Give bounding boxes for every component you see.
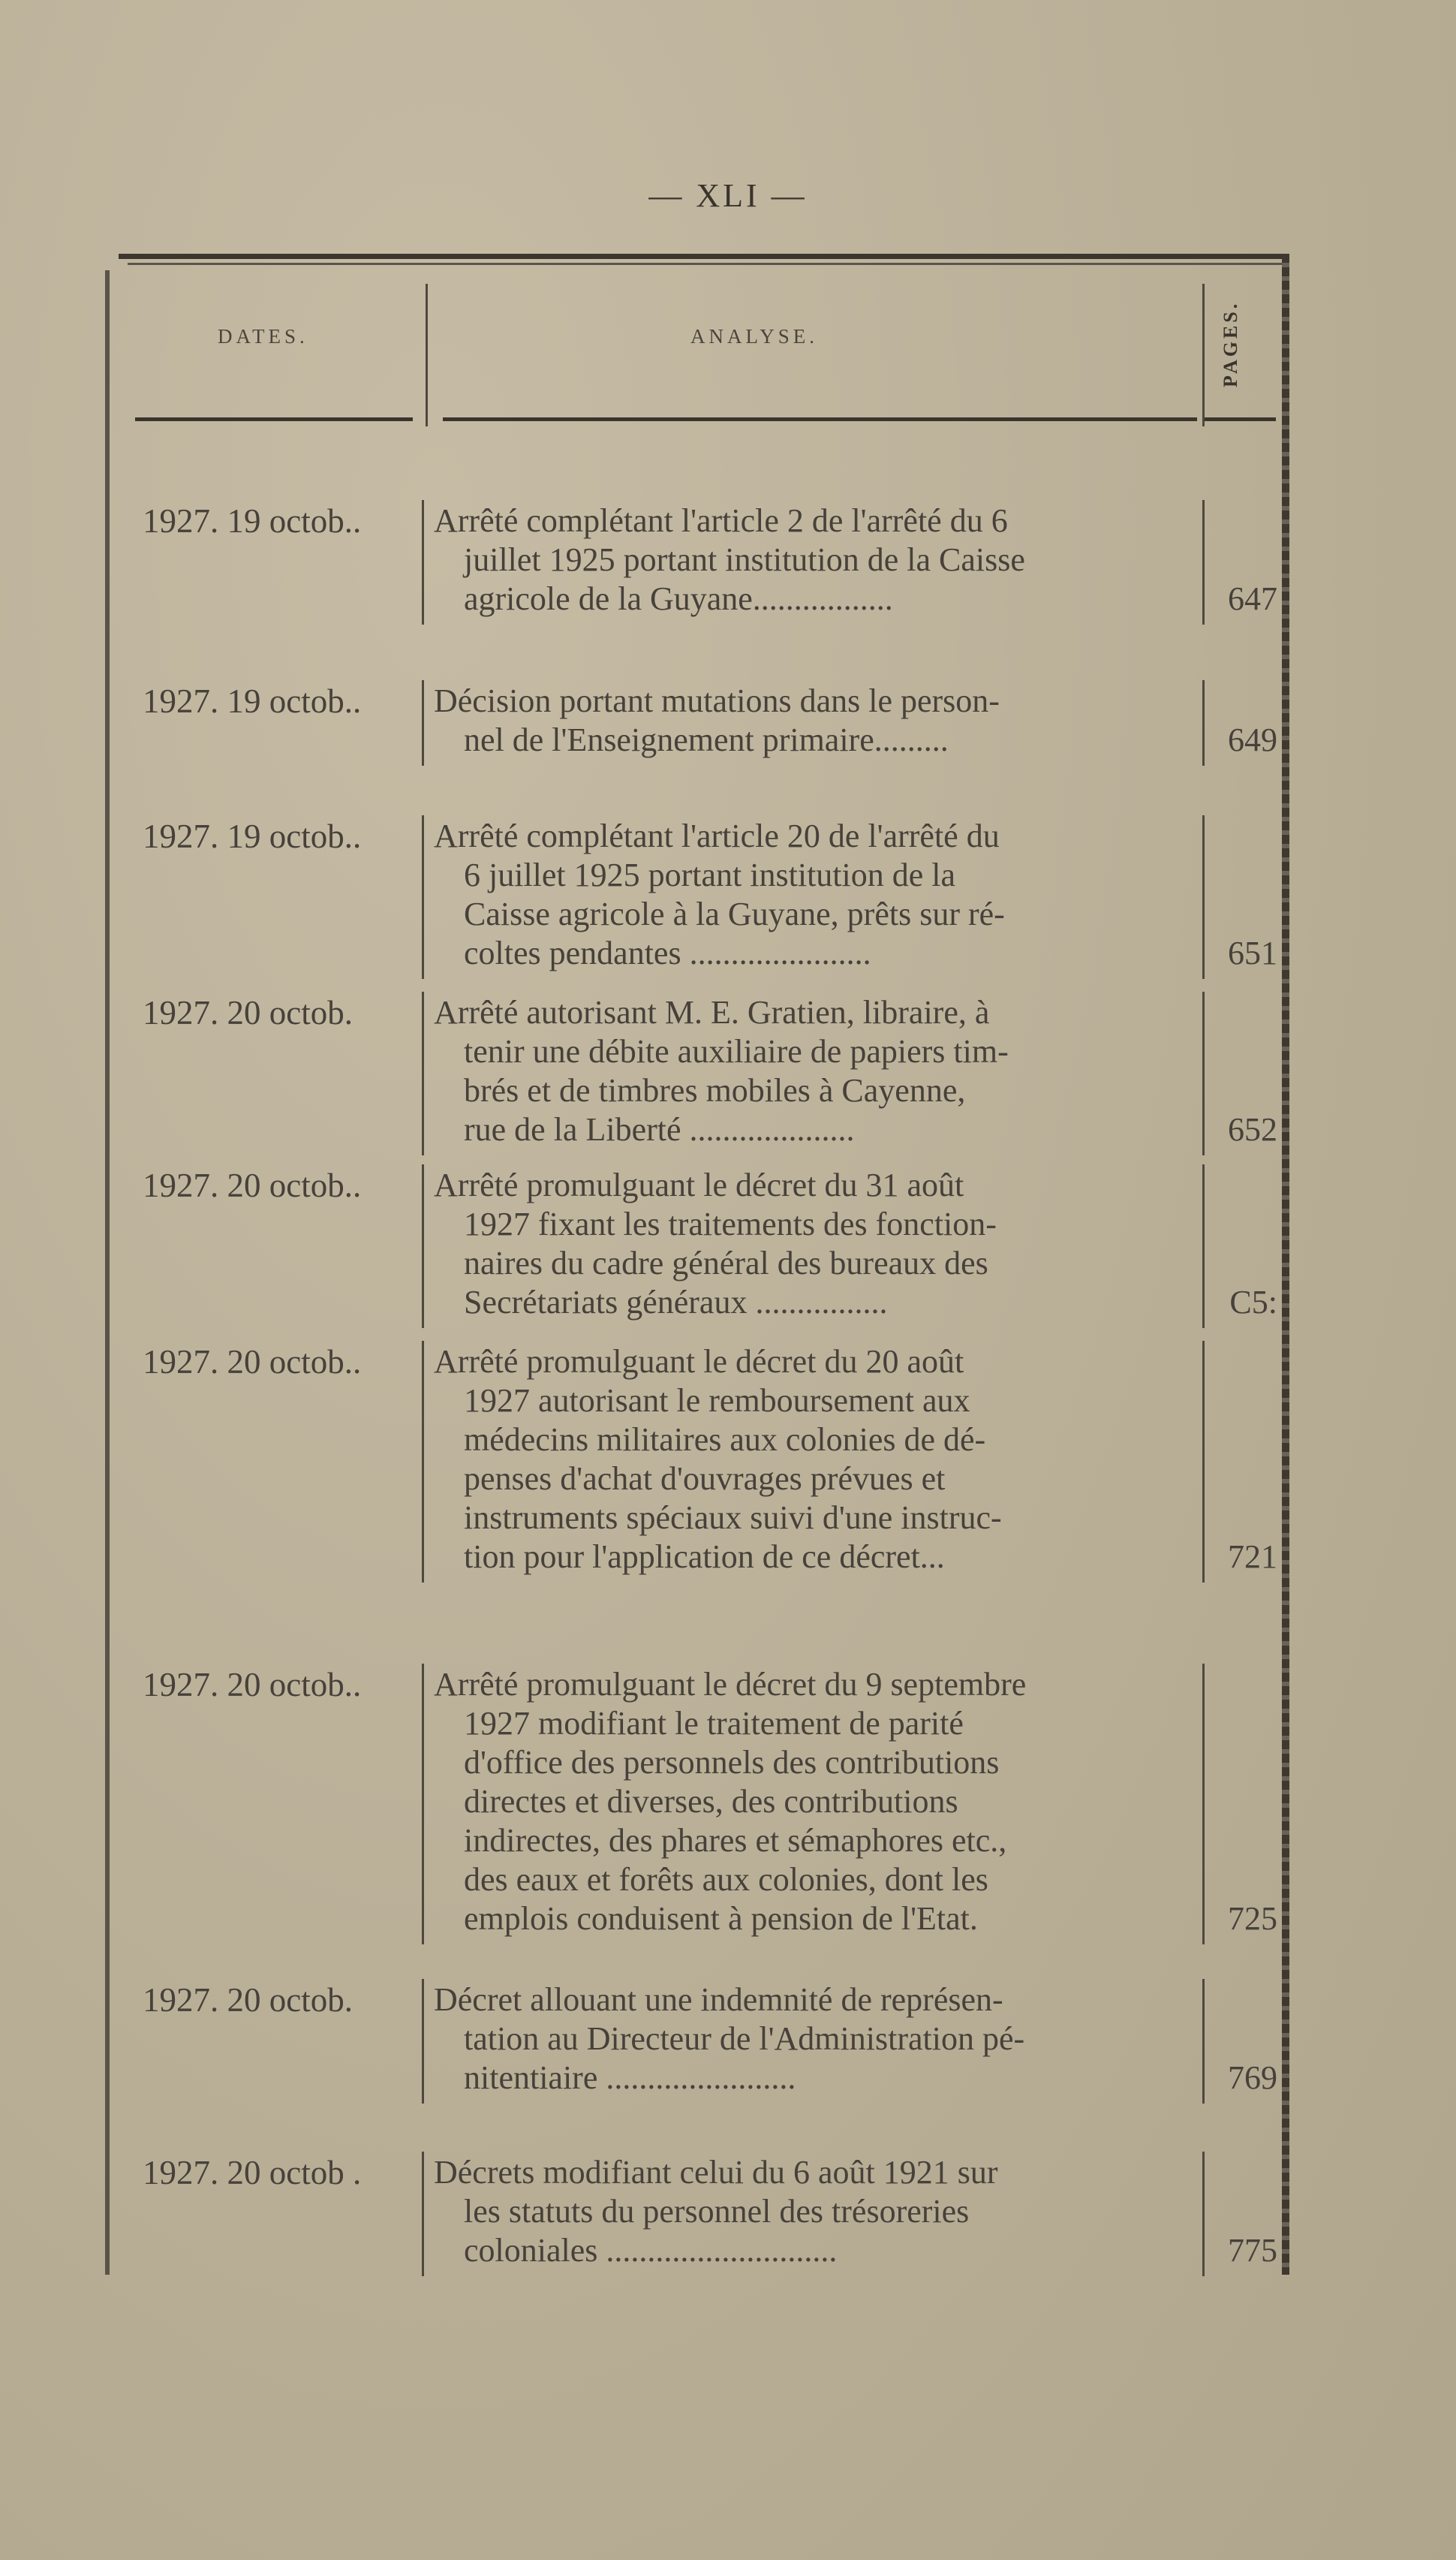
analysis-line: médecins militaires aux colonies de dé- xyxy=(464,1421,986,1458)
analysis-line: brés et de timbres mobiles à Cayenne, xyxy=(464,1072,966,1109)
top-rule xyxy=(119,254,1286,259)
column-separator xyxy=(422,2152,424,2276)
analysis-line: penses d'achat d'ouvrages prévues et xyxy=(464,1460,946,1497)
analysis-line: Décret allouant une indemnité de représen- xyxy=(434,1981,1003,2018)
analysis-line: rue de la Liberté .................... xyxy=(464,1111,855,1148)
entry-page-number: 652 xyxy=(1228,1111,1277,1148)
column-separator xyxy=(422,1664,424,1944)
page-column-separator xyxy=(1202,1979,1205,2104)
right-border xyxy=(1282,254,1289,2275)
analysis-line: 1927 autorisant le remboursement aux xyxy=(464,1382,970,1419)
analysis-line: Secrétariats généraux ................ xyxy=(464,1284,888,1321)
analysis-line: agricole de la Guyane................. xyxy=(464,580,893,617)
entry-date: 1927. 20 octob.. xyxy=(143,1666,362,1703)
analysis-line: coloniales ............................ xyxy=(464,2232,838,2269)
column-separator xyxy=(422,815,424,979)
entry-analysis xyxy=(434,1342,1211,1577)
page-column-separator xyxy=(1202,815,1205,979)
entry-page-number: 649 xyxy=(1228,721,1277,758)
analysis-line: Arrêté promulguant le décret du 9 septembre xyxy=(434,1666,1027,1703)
top-rule-thin xyxy=(128,263,1283,265)
analysis-line: tion pour l'application de ce décret... xyxy=(464,1538,945,1575)
header-analyse: ANALYSE. xyxy=(690,325,819,348)
header-rule-dates xyxy=(135,417,413,421)
analysis-line: Caisse agricole à la Guyane, prêts sur ré- xyxy=(464,896,1005,932)
analysis-line: nitentiaire ....................... xyxy=(464,2059,796,2096)
entry-date: 1927. 19 octob.. xyxy=(143,502,362,540)
entry-page-number: 647 xyxy=(1228,580,1277,617)
entry-date: 1927. 20 octob.. xyxy=(143,1167,362,1204)
left-border xyxy=(105,270,110,2275)
header-pages: PAGES. xyxy=(1220,300,1241,387)
analysis-line: d'office des personnels des contributions xyxy=(464,1744,1000,1781)
entry-date: 1927. 19 octob.. xyxy=(143,682,362,720)
entry-page-number: 769 xyxy=(1228,2059,1277,2096)
analysis-line: Arrêté complétant l'article 20 de l'arrêté du xyxy=(434,818,1000,854)
analysis-line: Arrêté complétant l'article 2 de l'arrêté du 6 xyxy=(434,502,1008,539)
entry-page-number: 651 xyxy=(1228,935,1277,971)
analysis-line: nel de l'Enseignement primaire......... xyxy=(464,721,949,758)
analysis-line: Arrêté promulguant le décret du 31 août xyxy=(434,1167,964,1203)
column-separator xyxy=(422,992,424,1155)
entry-page-number: 775 xyxy=(1228,2232,1277,2269)
column-separator xyxy=(422,1341,424,1583)
analysis-line: des eaux et forêts aux colonies, dont les xyxy=(464,1861,988,1898)
header-rule-pages xyxy=(1205,417,1276,421)
entry-analysis xyxy=(434,1665,1211,1938)
page-number: — XLI — xyxy=(648,177,808,214)
header-separator-dates xyxy=(426,284,428,426)
analysis-line: les statuts du personnel des trésoreries xyxy=(464,2193,970,2230)
entry-analysis xyxy=(434,1980,1211,2098)
page-column-separator xyxy=(1202,500,1205,625)
page-column-separator xyxy=(1202,680,1205,766)
column-separator xyxy=(422,680,424,766)
entry-page-number: 721 xyxy=(1228,1538,1277,1575)
page-column-separator xyxy=(1202,1341,1205,1583)
entry-analysis xyxy=(434,2153,1211,2270)
analysis-line: Décrets modifiant celui du 6 août 1921 sur xyxy=(434,2154,998,2191)
entry-date: 1927. 20 octob.. xyxy=(143,1343,362,1381)
entry-analysis xyxy=(434,817,1211,973)
entry-analysis xyxy=(434,682,1211,760)
analysis-line: directes et diverses, des contributions xyxy=(464,1783,958,1820)
page-column-separator xyxy=(1202,992,1205,1155)
entry-page-number: C5: xyxy=(1229,1284,1277,1321)
analysis-line: 6 juillet 1925 portant institution de la xyxy=(464,857,956,893)
analysis-line: emplois conduisent à pension de l'Etat. xyxy=(464,1900,978,1937)
header-dates: DATES. xyxy=(218,325,308,348)
entry-date: 1927. 20 octob . xyxy=(143,2154,362,2191)
analysis-line: tation au Directeur de l'Administration pé- xyxy=(464,2020,1025,2057)
analysis-line: indirectes, des phares et sémaphores etc., xyxy=(464,1822,1007,1859)
analysis-line: instruments spéciaux suivi d'une instruc- xyxy=(464,1499,1002,1536)
page-column-separator xyxy=(1202,1164,1205,1328)
analysis-line: tenir une débite auxiliaire de papiers tim- xyxy=(464,1033,1009,1070)
entry-date: 1927. 19 octob.. xyxy=(143,818,362,855)
analysis-line: juillet 1925 portant institution de la Caisse xyxy=(464,541,1025,578)
entry-page-number: 725 xyxy=(1228,1900,1277,1937)
entry-analysis xyxy=(434,993,1211,1149)
header-separator-pages xyxy=(1202,284,1205,426)
analysis-line: Décision portant mutations dans le person- xyxy=(434,682,1000,719)
analysis-line: 1927 modifiant le traitement de parité xyxy=(464,1705,964,1742)
entry-analysis xyxy=(434,1166,1211,1322)
column-separator xyxy=(422,1164,424,1328)
column-separator xyxy=(422,1979,424,2104)
entry-date: 1927. 20 octob. xyxy=(143,994,353,1032)
analysis-line: naires du cadre général des bureaux des xyxy=(464,1245,988,1282)
analysis-line: Arrêté promulguant le décret du 20 août xyxy=(434,1343,964,1380)
analysis-line: 1927 fixant les traitements des fonction- xyxy=(464,1206,997,1242)
header-rule-analyse xyxy=(443,417,1197,421)
index-table xyxy=(105,254,1287,2275)
page-column-separator xyxy=(1202,2152,1205,2276)
entry-date: 1927. 20 octob. xyxy=(143,1981,353,2019)
analysis-line: Arrêté autorisant M. E. Gratien, libraire, à xyxy=(434,994,990,1031)
column-separator xyxy=(422,500,424,625)
page-column-separator xyxy=(1202,1664,1205,1944)
analysis-line: coltes pendantes ...................... xyxy=(464,935,871,971)
entry-analysis xyxy=(434,501,1211,619)
